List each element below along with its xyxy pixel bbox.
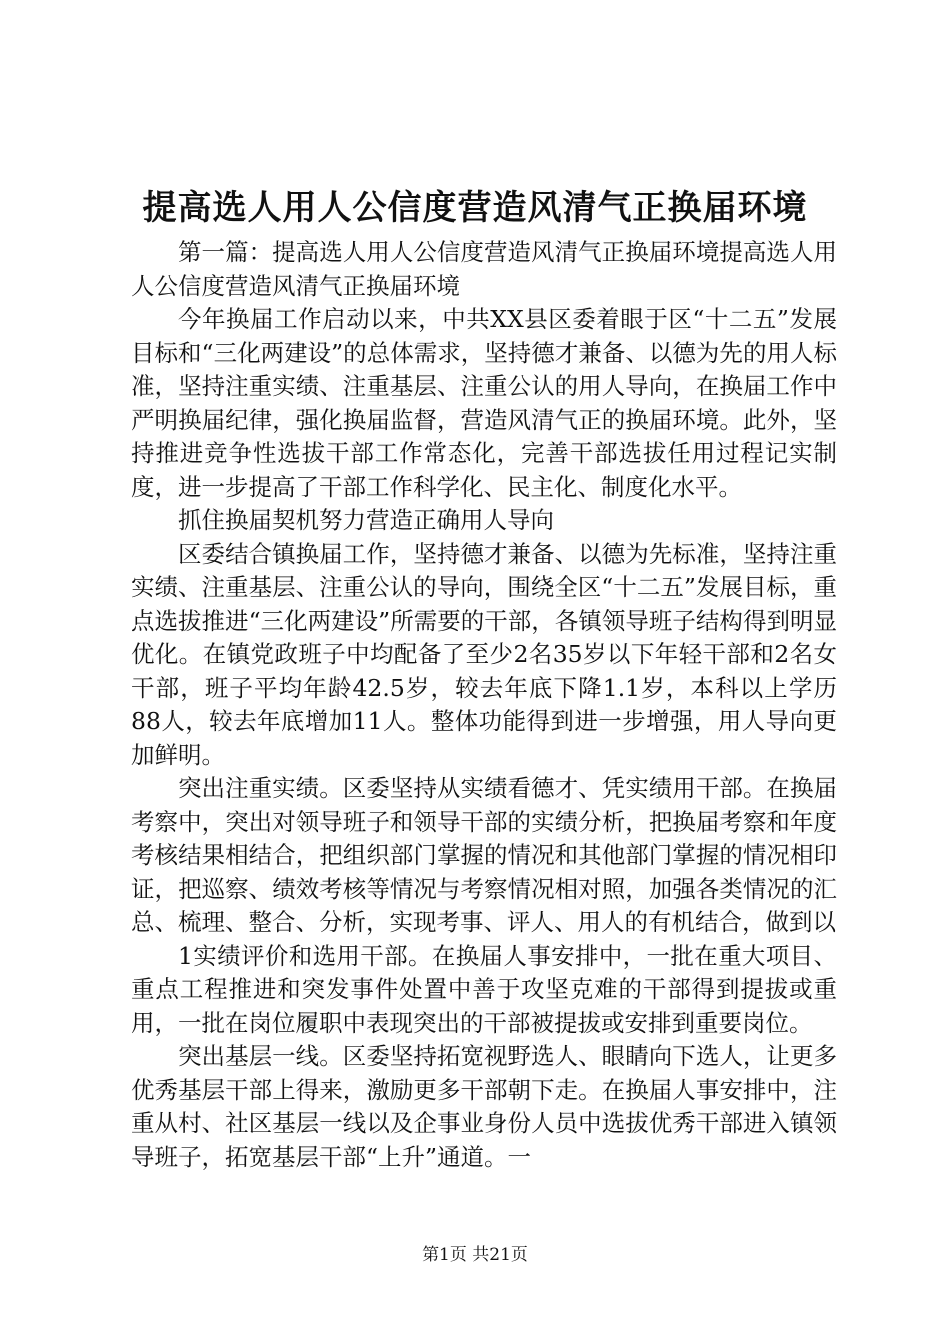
document-title: 提高选人用人公信度营造风清气正换届环境 (142, 188, 808, 228)
paragraph: 突出注重实绩。区委坚持从实绩看德才、凭实绩用干部。在换届考察中，突出对领导班子和领导干部的实绩分析，把换届考察和年度考核结果相结合，把组织部门掌握的情况和其他部门掌握的情况相印证，把巡察、绩效考核等情况与考察情况相对照，加强各类情况的汇总、梳理、整合、分析，实现考事、评人、用人的有机结合，做到以 (131, 774, 837, 936)
page-number-footer: 第1页 共21页 (422, 1245, 528, 1265)
paragraph: 今年换届工作启动以来，中共XX县区委着眼于区“十二五”发展目标和“三化两建设”的总体需求，坚持德才兼备、以德为先的用人标准，坚持注重实绩、注重基层、注重公认的用人导向，在换届工作中严明换届纪律，强化换届监督，营造风清气正的换届环境。此外，坚持推进竞争性选拔干部工作常态化，完善干部选拔任用过程记实制度，进一步提高了干部工作科学化、民主化、制度化水平。 (131, 305, 837, 501)
paragraph: 第一篇：提高选人用人公信度营造风清气正换届环境提高选人用人公信度营造风清气正换届环境 (131, 238, 837, 300)
paragraph: 区委结合镇换届工作，坚持德才兼备、以德为先标准，坚持注重实绩、注重基层、注重公认的导向，围绕全区“十二五”发展目标，重点选拔推进“三化两建设”所需要的干部，各镇领导班子结构得到明显优化。在镇党政班子中均配备了至少2名35岁以下年轻干部和2名女干部，班子平均年龄42.5岁，较去年底下降1.1岁，本科以上学历88人，较去年底增加11人。整体功能得到进一步增强，用人导向更加鲜明。 (131, 539, 837, 769)
section-heading: 抓住换届契机努力营造正确用人导向 (178, 506, 554, 534)
document-body (131, 236, 837, 1174)
paragraph: 1实绩评价和选用干部。在换届人事安排中，一批在重大项目、重点工程推进和突发事件处置中善于攻坚克难的干部得到提拔或重用，一批在岗位履职中表现突出的干部被提拔或安排到重要岗位。 (131, 941, 837, 1037)
paragraph: 突出基层一线。区委坚持拓宽视野选人、眼睛向下选人，让更多优秀基层干部上得来，激励更多干部朝下走。在换届人事安排中，注重从村、社区基层一线以及企事业身份人员中选拔优秀干部进入镇领导班子，拓宽基层干部“上升”通道。一 (131, 1042, 837, 1171)
